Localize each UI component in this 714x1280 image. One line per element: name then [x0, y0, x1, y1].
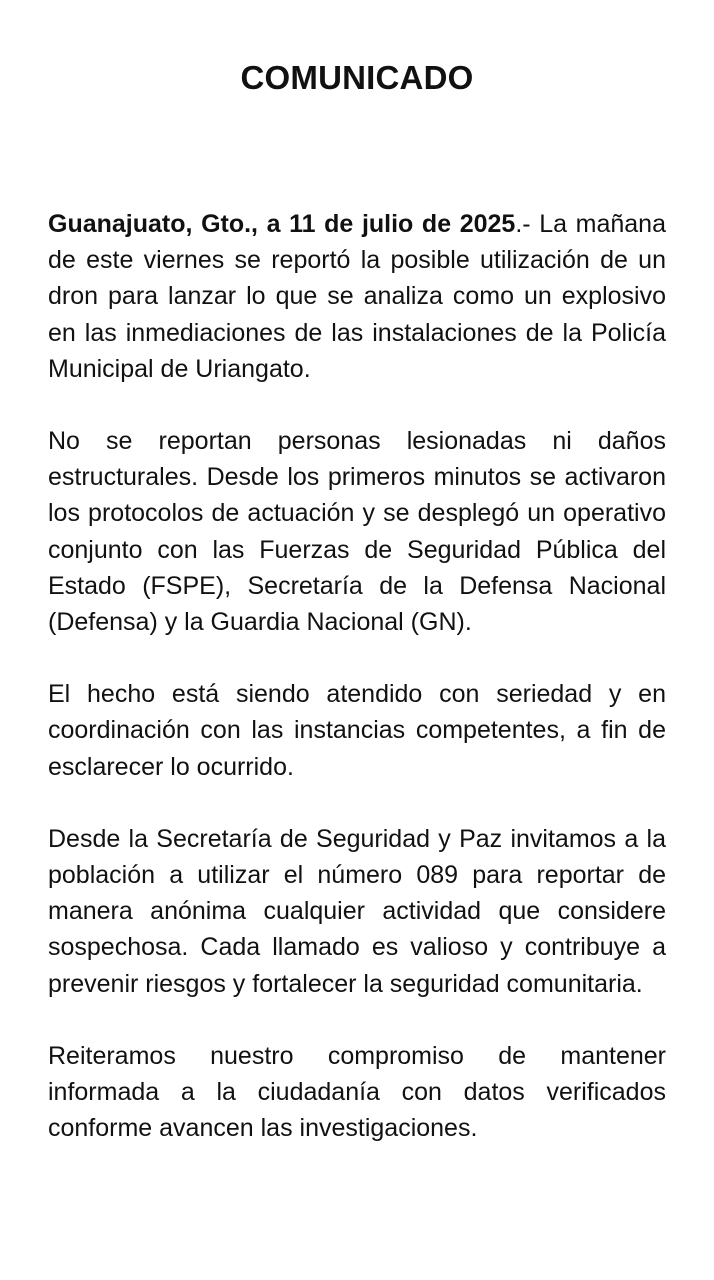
paragraph-2: No se reportan personas lesionadas ni daños estructurales. Desde los primeros minutos se activaron los protocolos de actuación y se desplegó un operativo conjunto con las Fuerzas de Seguridad Pública del Estado (FSPE), Secretaría de la Defensa Nacional (Defensa) y la Guardia Nacional (GN).	[48, 427, 666, 637]
document-title: COMUNICADO	[240, 59, 474, 96]
document-body	[48, 206, 666, 1146]
paragraph-5: Reiteramos nuestro compromiso de mantener informada a la ciudadanía con datos verificados conforme avancen las investigaciones.	[48, 1041, 666, 1143]
paragraph-1-text: .- La mañana de este viernes se reportó la posible utilización de un dron para lanzar lo que se analiza como un explosivo en las inmediaciones de las instalaciones de la Policía Municipal de Uriangato.	[48, 210, 666, 383]
dateline: Guanajuato, Gto., a 11 de julio de 2025	[48, 210, 516, 238]
paragraph-1	[48, 206, 666, 387]
paragraph-3: El hecho está siendo atendido con seriedad y en coordinación con las instancias competentes, a fin de esclarecer lo ocurrido.	[48, 680, 666, 781]
paragraph-4: Desde la Secretaría de Seguridad y Paz invitamos a la población a utilizar el número 089 para reportar de manera anónima cualquier actividad que considere sospechosa. Cada llamado es valioso y contribuye a prevenir riesgos y fortalecer la seguridad comunitaria.	[48, 824, 666, 998]
